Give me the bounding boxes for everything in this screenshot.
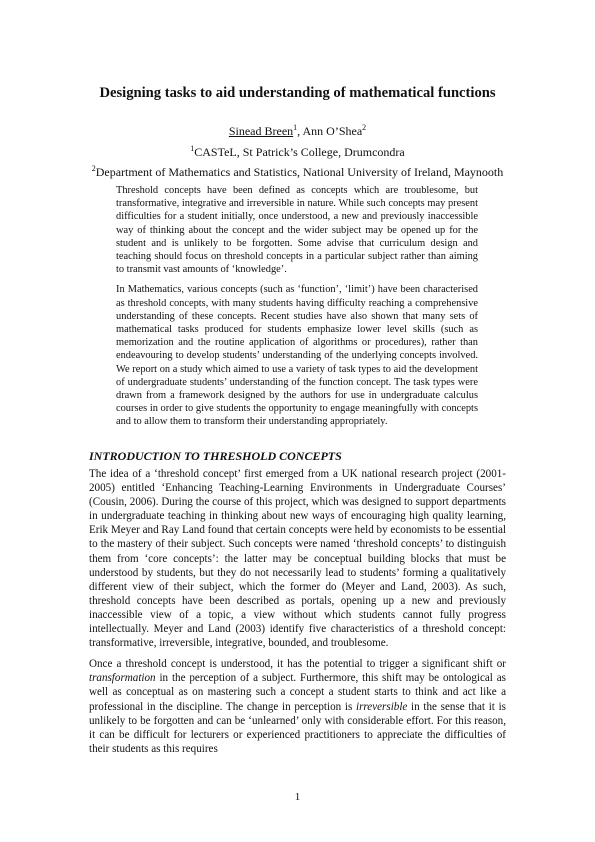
affiliation-1-mark: 1 bbox=[190, 144, 195, 153]
abstract-paragraph: In Mathematics, various concepts (such as ‘function’, ‘limit’) have been characterised as threshold concepts, with many students having difficulty reaching a comprehensive understanding of these concepts. Recent studies have also shown that many sets of mathematical tasks produced for students emphasize lower level skills (such as memorization and the routine application of algorithms or procedures), rather than endeavouring to develop students’ understanding of the underlying concepts involved. We report on a study which aimed to use a variety of task types to aid the development of undergraduate students’ understanding of the function concept. The task types were drawn from a framework designed by the authors for use in undergraduate calculus courses in order to give students the opportunity to engage meaningfully with concepts and to allow them to transform their understanding appropriately. bbox=[116, 284, 478, 428]
body-text-run: in the perception of a subject. Furthermore, this shift may be ontological as well as conceptual as on mastering such a concept a student starts to think and act like a professional in the discipline. The change in perception is bbox=[89, 672, 506, 713]
author-2-affiliation-mark: 2 bbox=[362, 123, 367, 132]
abstract-paragraph: Threshold concepts have been defined as concepts which are troublesome, but transformative, integrative and irreversible in nature. While such concepts may present difficulties for a student initially, once understood, a new and previously inaccessible way of thinking about the concept and the wider subject may be opened up for the student and is unlikely to be forgotten. Some advise that curriculum design and teaching should focus on threshold concepts in a particular subject rather than aiming to transmit vast amounts of ‘knowledge’. bbox=[116, 185, 478, 276]
author-line bbox=[0, 124, 595, 139]
author-2: Ann O’Shea bbox=[302, 124, 363, 138]
section-heading: INTRODUCTION TO THRESHOLD CONCEPTS bbox=[89, 449, 342, 463]
body-text-run: Once a threshold concept is understood, it has the potential to trigger a significant shift or bbox=[89, 658, 506, 671]
affiliation-1 bbox=[0, 145, 595, 160]
affiliation-2-mark: 2 bbox=[91, 164, 96, 173]
author-1: Sinead Breen bbox=[228, 124, 294, 138]
affiliation-1-text: CASTeL, St Patrick’s College, Drumcondra bbox=[194, 145, 405, 159]
emphasis-transformation: transformation bbox=[89, 672, 156, 685]
body-text bbox=[89, 467, 506, 763]
author-separator: , bbox=[297, 124, 303, 138]
affiliation-2-text: Department of Mathematics and Statistics, National University of Ireland, Maynooth bbox=[95, 165, 504, 179]
body-paragraph bbox=[89, 657, 506, 756]
body-text-run: in the sense that it is unlikely to be forgotten and can be ‘unlearned’ only with considerable effort. For this reason, it can be difficult for lecturers or experienced practitioners to appreciate the difficulties of their students as this requires bbox=[89, 700, 506, 755]
author-1-affiliation-mark: 1 bbox=[293, 123, 298, 132]
body-paragraph: The idea of a ‘threshold concept’ first emerged from a UK national research project (2001-2005) entitled ‘Enhancing Teaching-Learning Environments in Undergraduate Courses’ (Cousin, 2006). During the course of this project, which was designed to support departments in undergraduate teaching in thinking about new ways of encouraging high quality learning, Erik Meyer and Ray Land found that certain concepts were held by economists to be essential to the mastery of their subject. Such concepts were named ‘threshold concepts’ to distinguish them from ‘core concepts’: the latter may be conceptual building blocks that must be understood by students, but they do not necessarily lead to students’ forming a qualitatively different view of their subject, which the former do (Meyer and Land, 2003). As such, threshold concepts have been described as portals, opening up a new and previously inaccessible view of a topic, a view without which students cannot fully progress intellectually. Meyer and Land (2003) identify five characteristics of a threshold concept: transformative, irreversible, integrative, bounded, and troublesome. bbox=[89, 468, 506, 650]
affiliation-2 bbox=[0, 165, 595, 180]
paper-title: Designing tasks to aid understanding of mathematical functions bbox=[99, 85, 496, 101]
abstract bbox=[116, 184, 478, 436]
emphasis-irreversible: irreversible bbox=[355, 700, 408, 713]
page-number: 1 bbox=[294, 791, 301, 803]
